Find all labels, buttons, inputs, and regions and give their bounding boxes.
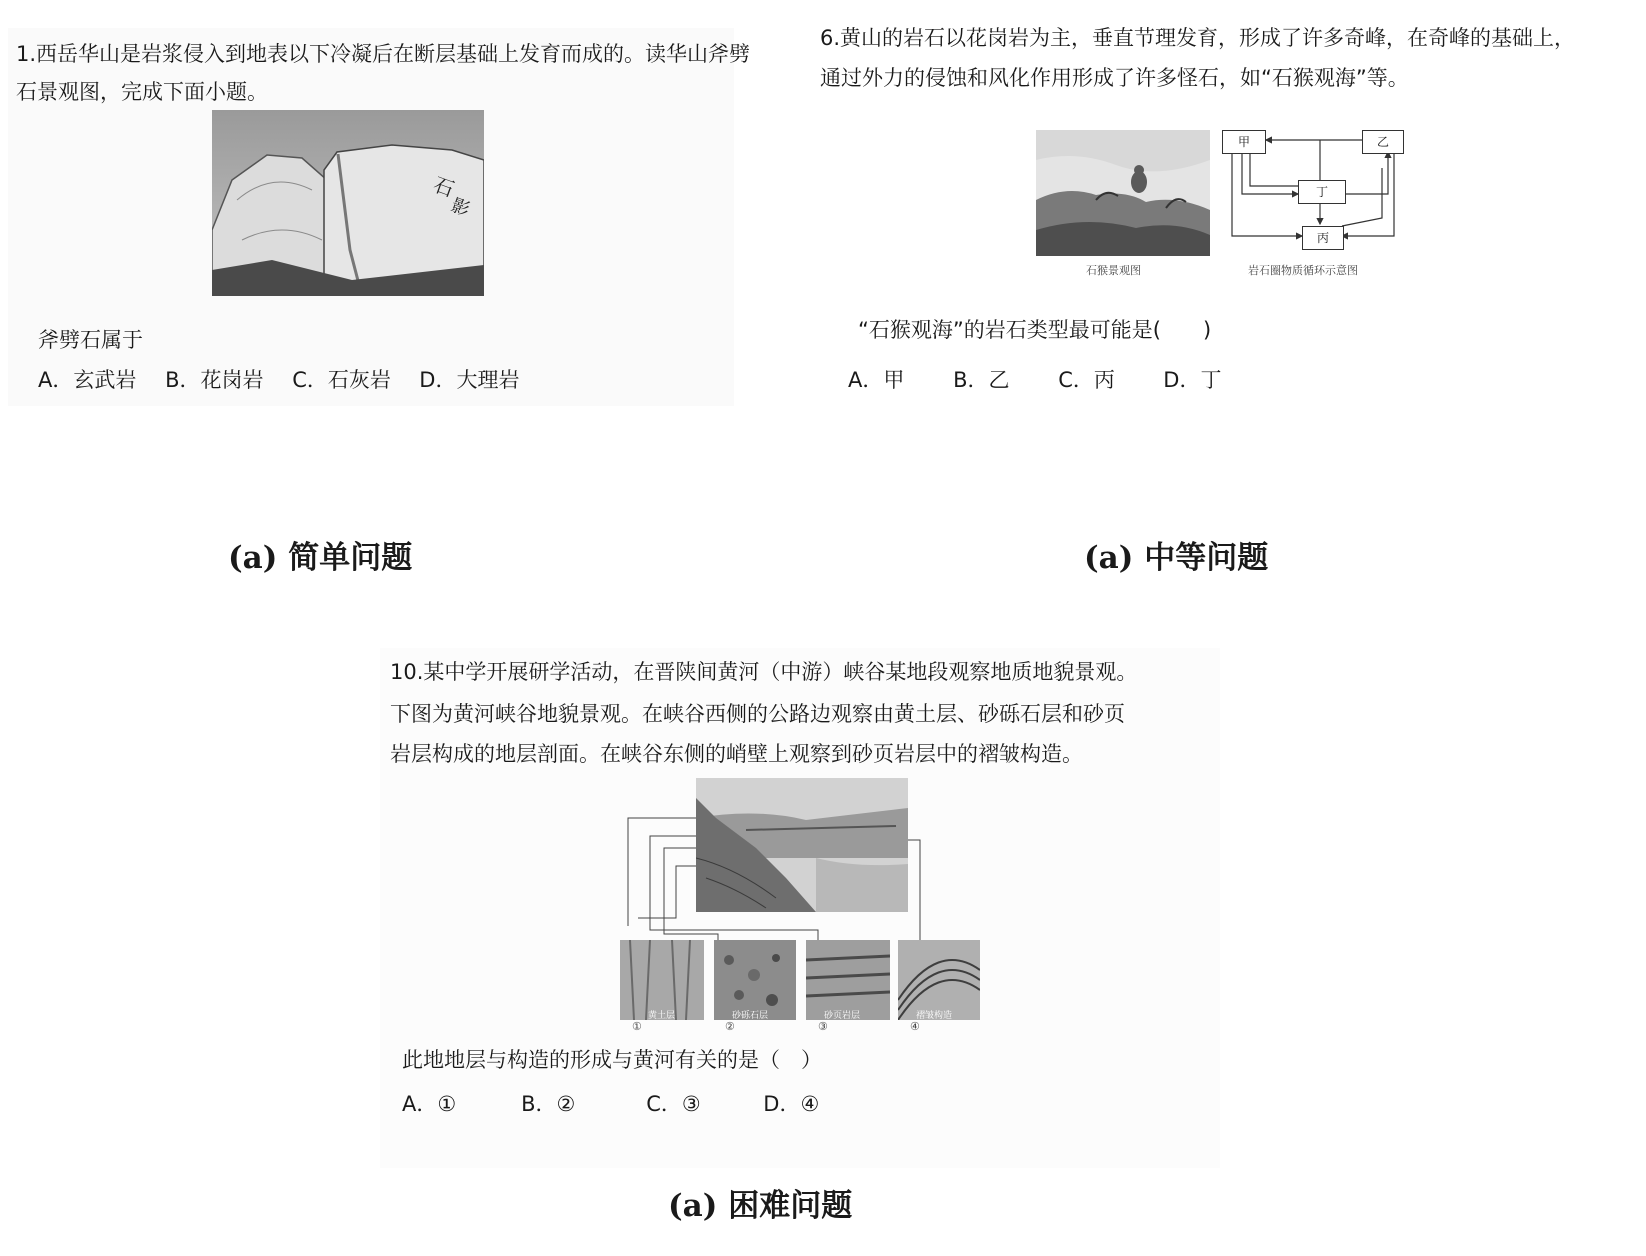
thumb-label-1: 黄土层: [648, 1011, 676, 1021]
medium-option-a[interactable]: A．甲: [848, 368, 905, 392]
stone-monkey-figure-caption: 石猴景观图: [1086, 264, 1141, 277]
rock-cycle-diagram: [1222, 128, 1404, 268]
cycle-node-yi: 乙: [1362, 130, 1404, 154]
thumb-label-3: 砂页岩层: [824, 1011, 861, 1021]
medium-caption: (a) 中等问题: [1084, 540, 1269, 576]
easy-caption: (a) 简单问题: [228, 540, 413, 576]
easy-question-stem: 斧劈石属于: [38, 328, 143, 352]
hard-option-c[interactable]: C．③: [646, 1092, 701, 1116]
medium-question-panel: [820, 18, 1646, 408]
thumb-number-2: ②: [725, 1020, 735, 1033]
hard-question-line-1: 10.某中学开展研学活动，在晋陕间黄河（中游）峡谷某地段观察地质地貌景观。: [390, 660, 1138, 684]
svg-text:影: 影: [448, 194, 473, 221]
thumb-number-1: ①: [632, 1020, 642, 1033]
stone-monkey-photo: [1036, 130, 1210, 256]
easy-question-line-1: 1.西岳华山是岩浆侵入到地表以下冷凝后在断层基础上发育而成的。读华山斧劈: [16, 42, 751, 66]
medium-option-d[interactable]: D．丁: [1163, 368, 1222, 392]
yellow-river-canyon-figure: [598, 778, 958, 1028]
thumb-label-2: 砂砾石层: [732, 1011, 769, 1021]
cycle-node-jia: 甲: [1222, 130, 1266, 154]
rock-photo-svg: [212, 110, 484, 296]
thumb-number-4: ④: [910, 1020, 920, 1033]
hard-caption: (a) 困难问题: [668, 1188, 853, 1224]
cycle-node-bing: 丙: [1302, 226, 1344, 250]
hard-question-stem: 此地地层与构造的形成与黄河有关的是（ ）: [402, 1048, 822, 1072]
canyon-main-photo: [696, 778, 908, 912]
hard-option-b[interactable]: B．②: [521, 1092, 576, 1116]
rock-cycle-figure-caption: 岩石圈物质循环示意图: [1248, 264, 1358, 277]
thumb-label-4: 褶皱构造: [916, 1011, 953, 1021]
stone-monkey-svg: [1036, 130, 1210, 256]
medium-option-b[interactable]: B．乙: [953, 368, 1010, 392]
medium-question-stem: “石猴观海”的岩石类型最可能是( ): [858, 318, 1212, 342]
easy-option-a[interactable]: A．玄武岩: [38, 368, 137, 392]
hard-option-a[interactable]: A．①: [402, 1092, 457, 1116]
easy-option-d[interactable]: D．大理岩: [419, 368, 520, 392]
cycle-node-ding: 丁: [1298, 180, 1346, 204]
easy-question-line-2: 石景观图，完成下面小题。: [16, 80, 268, 104]
canyon-main-svg: [696, 778, 908, 912]
medium-question-line-2: 通过外力的侵蚀和风化作用形成了许多怪石，如“石猴观海”等。: [820, 66, 1409, 90]
easy-option-b[interactable]: B．花岗岩: [165, 368, 264, 392]
hard-question-line-3: 岩层构成的地层剖面。在峡谷东侧的峭壁上观察到砂页岩层中的褶皱构造。: [390, 742, 1083, 766]
hard-question-panel: [380, 648, 1220, 1168]
svg-text:石: 石: [430, 172, 458, 202]
medium-options: [848, 364, 1221, 394]
medium-question-line-1: 6.黄山的岩石以花岗岩为主，垂直节理发育，形成了许多奇峰，在奇峰的基础上，: [820, 26, 1576, 50]
thumb-number-3: ③: [818, 1020, 828, 1033]
axe-split-rock-photo: [212, 110, 484, 296]
hard-option-d[interactable]: D．④: [763, 1092, 820, 1116]
hard-question-line-2: 下图为黄河峡谷地貌景观。在峡谷西侧的公路边观察由黄土层、砂砾石层和砂页: [390, 702, 1125, 726]
easy-option-c[interactable]: C．石灰岩: [292, 368, 391, 392]
medium-option-c[interactable]: C．丙: [1058, 368, 1115, 392]
easy-question-panel: [8, 28, 751, 406]
easy-options: [38, 364, 519, 394]
hard-options: [402, 1088, 819, 1118]
